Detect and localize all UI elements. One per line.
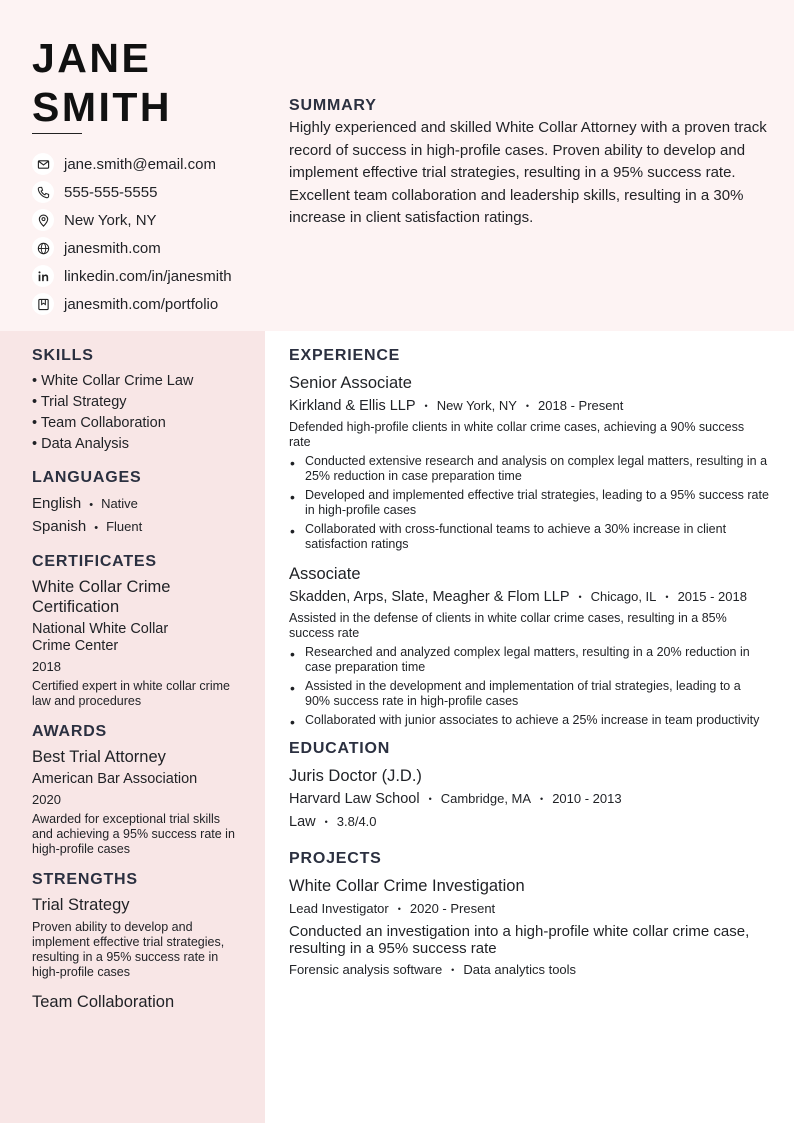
job-meta (289, 396, 769, 416)
language-item (32, 493, 242, 516)
summary-text: Highly experienced and skilled White Collar Attorney with a proven track record of success in high-profile cases. Proven ability to develop and implement effective trial strategies, resulting in a 95% success rate. Excellent team collaboration and leadership skills, resulting in a 30% increase in client satisfaction ratings. (289, 119, 767, 226)
skill-item: • Trial Strategy (32, 394, 127, 410)
separator-dot: • (451, 965, 455, 975)
job-bullets (289, 454, 769, 552)
field-of-study: Law (289, 814, 316, 830)
language-name: Spanish (32, 518, 87, 535)
contact-linkedin[interactable] (32, 262, 232, 290)
job-entry (289, 564, 769, 728)
certificate-title: White Collar Crime Certification (32, 578, 171, 616)
contact-list (32, 150, 232, 318)
strengths-section (32, 871, 242, 1012)
gpa: 3.8/4.0 (336, 814, 377, 829)
job-location: Chicago, IL (590, 589, 657, 604)
summary-section (289, 97, 769, 230)
project-dates: 2020 - Present (409, 901, 496, 916)
separator-dot: • (525, 401, 530, 411)
contact-location-text: New York, NY (64, 211, 157, 229)
certificates-section (32, 553, 242, 709)
sidebar (32, 347, 242, 1026)
skill-item: • Data Analysis (32, 436, 129, 452)
job-company: Skadden, Arps, Slate, Meagher & Flom LLP (289, 589, 570, 605)
certificate-issuer: National White Collar Crime Center (32, 621, 169, 654)
school-name: Harvard Law School (289, 791, 420, 807)
last-name: SMITH (32, 84, 173, 130)
skills-section (32, 347, 242, 455)
education-dates: 2010 - 2013 (552, 791, 622, 806)
email-icon (32, 153, 54, 175)
portfolio-icon (32, 293, 54, 315)
separator-dot: • (89, 499, 94, 511)
language-level: Native (101, 496, 138, 511)
job-dates: 2015 - 2018 (677, 589, 747, 604)
separator-dot: • (578, 592, 582, 602)
skill-item: • Team Collaboration (32, 415, 166, 431)
degree: Juris Doctor (J.D.) (289, 767, 422, 785)
award-description: Awarded for exceptional trial skills and achieving a 95% success rate in high-profile cases (32, 812, 235, 856)
language-level: Fluent (106, 519, 143, 534)
projects-section (289, 850, 769, 980)
strengths-heading: STRENGTHS (32, 871, 138, 888)
certificate-description: Certified expert in white collar crime law and procedures (32, 679, 230, 708)
languages-section (32, 469, 242, 539)
bullet-item: • Developed and implemented effective trial strategies, leading to a 95% success rate in high-profile cases (289, 488, 769, 518)
education-section (289, 740, 769, 832)
bullet-item: • Researched and analyzed complex legal matters, resulting in a 20% reduction in case preparation time (289, 645, 769, 675)
language-name: English (32, 495, 82, 512)
awards-section (32, 723, 242, 857)
education-field-row (289, 812, 769, 832)
project-meta (289, 899, 769, 919)
project-name: White Collar Crime Investigation (289, 877, 525, 895)
award-title: Best Trial Attorney (32, 748, 166, 766)
skills-heading: SKILLS (32, 347, 94, 364)
separator-dot: • (424, 401, 428, 411)
location-pin-icon (32, 209, 54, 231)
job-title: Associate (289, 565, 361, 583)
job-bullets (289, 645, 769, 728)
project-tool: Forensic analysis software (289, 962, 443, 977)
bullet-item: • Collaborated with cross-functional teams to achieve a 30% increase in client satisfaction ratings (289, 522, 769, 552)
certificate-year: 2018 (32, 659, 61, 674)
separator-dot: • (428, 794, 432, 804)
award-year: 2020 (32, 792, 61, 807)
education-meta (289, 789, 769, 809)
job-description: Defended high-profile clients in white collar crime cases, achieving a 90% success rate (289, 420, 745, 449)
job-entry (289, 373, 769, 552)
contact-linkedin-text: linkedin.com/in/janesmith (64, 267, 232, 285)
language-item (32, 516, 242, 539)
main-content (289, 347, 769, 980)
education-heading: EDUCATION (289, 740, 391, 757)
name-divider (32, 133, 82, 134)
contact-portfolio-text: janesmith.com/portfolio (64, 295, 219, 313)
languages-heading: LANGUAGES (32, 469, 142, 486)
strength-description: Proven ability to develop and implement effective trial strategies, resulting in a 95% success rate in high-profile cases (32, 920, 225, 979)
project-role: Lead Investigator (289, 901, 389, 916)
strength-title: Trial Strategy (32, 896, 130, 914)
project-tools (289, 960, 769, 980)
contact-location (32, 206, 232, 234)
job-meta (289, 587, 769, 607)
contact-phone-text: 555-555-5555 (64, 183, 158, 201)
projects-heading: PROJECTS (289, 850, 382, 867)
bullet-item: • Conducted extensive research and analysis on complex legal matters, resulting in a 25% reduction in case preparation time (289, 454, 769, 484)
contact-email-text: jane.smith@email.com (64, 155, 216, 173)
contact-portfolio[interactable] (32, 290, 232, 318)
linkedin-icon (32, 265, 54, 287)
summary-heading: SUMMARY (289, 97, 377, 114)
contact-phone[interactable] (32, 178, 232, 206)
first-name: JANE (32, 35, 152, 81)
contact-email[interactable] (32, 150, 232, 178)
job-description: Assisted in the defense of clients in white collar crime cases, resulting in a 85% success rate (289, 611, 727, 640)
bullet-item: • Assisted in the development and implementation of trial strategies, leading to a 90% success rate in high-profile cases (289, 679, 769, 709)
school-location: Cambridge, MA (440, 791, 532, 806)
globe-icon (32, 237, 54, 259)
candidate-name (32, 34, 172, 132)
job-location: New York, NY (436, 398, 517, 413)
certificates-heading: CERTIFICATES (32, 553, 157, 570)
separator-dot: • (665, 592, 669, 602)
awards-heading: AWARDS (32, 723, 108, 740)
contact-website[interactable] (32, 234, 232, 262)
job-dates: 2018 - Present (538, 398, 624, 413)
separator-dot: • (397, 904, 401, 914)
job-title: Senior Associate (289, 374, 412, 392)
bullet-item: • Collaborated with junior associates to achieve a 25% increase in team productivity (289, 713, 769, 728)
strength-title: Team Collaboration (32, 993, 175, 1011)
separator-dot: • (540, 794, 544, 804)
separator-dot: • (324, 817, 328, 827)
skill-item: • White Collar Crime Law (32, 373, 194, 389)
project-tool: Data analytics tools (463, 962, 577, 977)
project-description: Conducted an investigation into a high-profile white collar crime case, resulting in a 95% success rate (289, 923, 750, 957)
experience-section (289, 347, 769, 728)
job-company: Kirkland & Ellis LLP (289, 398, 416, 414)
phone-icon (32, 181, 54, 203)
separator-dot: • (94, 522, 99, 534)
contact-website-text: janesmith.com (64, 239, 161, 257)
experience-heading: EXPERIENCE (289, 347, 401, 364)
award-issuer: American Bar Association (32, 771, 198, 787)
